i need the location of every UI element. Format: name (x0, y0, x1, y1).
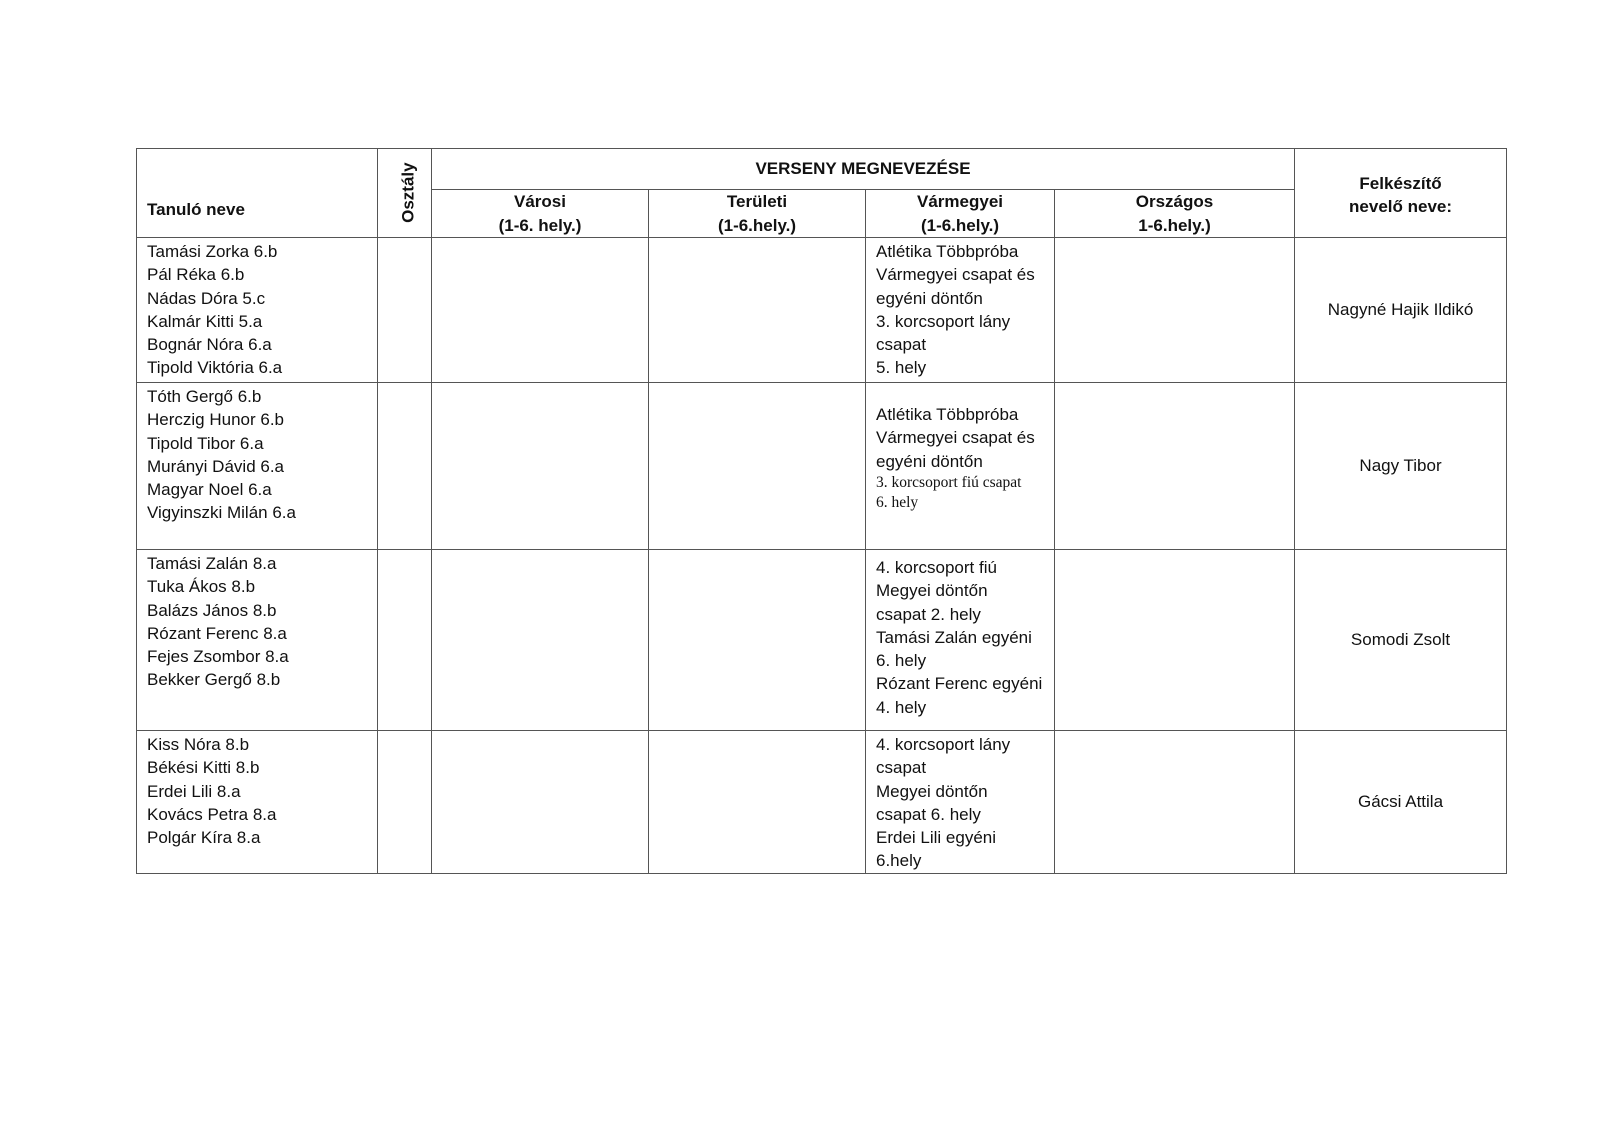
student-name: Vigyinszki Milán 6.a (147, 503, 296, 523)
header-row-top (137, 149, 1507, 190)
student-name: Polgár Kíra 8.a (147, 828, 261, 848)
student-name: Bognár Nóra 6.a (147, 335, 272, 355)
header-city-line1: Városi (514, 192, 566, 212)
header-student-name: Tanuló neve (137, 149, 378, 238)
teacher-name: Nagy Tibor (1295, 383, 1507, 550)
student-list (137, 550, 378, 731)
student-name: Nádas Dóra 5.c (147, 288, 266, 308)
city-result-cell (432, 238, 649, 383)
city-result-cell (432, 383, 649, 550)
student-name: Rózant Ferenc 8.a (147, 623, 287, 643)
student-list (137, 238, 378, 383)
result-line: csapat (876, 335, 927, 355)
county-result-cell (866, 731, 1055, 874)
county-result-cell (866, 238, 1055, 383)
result-line: egyéni döntőn (876, 451, 983, 471)
student-name: Magyar Noel 6.a (147, 480, 272, 500)
result-line: 5. hely (876, 358, 927, 378)
header-teacher-line1: Felkészítő (1359, 173, 1442, 193)
national-result-cell (1055, 383, 1295, 550)
county-result-cell (866, 550, 1055, 731)
table-row (137, 550, 1507, 731)
student-name: Bekker Gergő 8.b (147, 670, 281, 690)
result-line: Erdei Lili egyéni (876, 828, 997, 848)
national-result-cell (1055, 238, 1295, 383)
regional-result-cell (649, 238, 866, 383)
result-line: Rózant Ferenc egyéni (876, 674, 1043, 694)
header-city (432, 190, 649, 238)
result-line: egyéni döntőn (876, 288, 983, 308)
header-regional-line1: Területi (726, 192, 788, 212)
header-county-line2: (1-6.hely.) (920, 215, 1000, 235)
result-line: Vármegyei csapat és (876, 265, 1035, 285)
student-name: Tóth Gergő 6.b (147, 387, 262, 406)
regional-result-cell (649, 550, 866, 731)
student-name: Tipold Viktória 6.a (147, 358, 283, 378)
student-name: Tipold Tibor 6.a (147, 433, 264, 453)
table-row (137, 383, 1507, 550)
student-name: Békési Kitti 8.b (147, 758, 260, 778)
table-row (137, 731, 1507, 874)
result-line: 6. hely (876, 651, 927, 671)
teacher-name: Gácsi Attila (1295, 731, 1507, 874)
competition-results-table (136, 148, 1507, 874)
city-result-cell (432, 550, 649, 731)
student-name: Kovács Petra 8.a (147, 804, 277, 824)
student-name: Fejes Zsombor 8.a (147, 647, 289, 667)
header-regional-line2: (1-6.hely.) (717, 215, 797, 235)
result-line: 6. hely (876, 493, 919, 511)
regional-result-cell (649, 731, 866, 874)
class-cell (378, 238, 432, 383)
header-teacher (1295, 149, 1507, 238)
student-name: Kiss Nóra 8.b (147, 735, 250, 754)
student-name: Tuka Ákos 8.b (147, 577, 256, 597)
class-cell (378, 383, 432, 550)
header-city-line2: (1-6. hely.) (498, 215, 582, 235)
result-line: Atlétika Többpróba (876, 242, 1019, 261)
teacher-name: Nagyné Hajik Ildikó (1295, 238, 1507, 383)
table-row (137, 238, 1507, 383)
student-list (137, 383, 378, 550)
student-name: Kalmár Kitti 5.a (147, 311, 263, 331)
result-line: 6.hely (876, 851, 922, 871)
result-line: csapat 2. hely (876, 604, 981, 624)
result-line: Tamási Zalán egyéni (876, 627, 1032, 647)
student-name: Herczig Hunor 6.b (147, 410, 285, 430)
header-county-line1: Vármegyei (917, 192, 1003, 212)
result-line: Megyei döntőn (876, 581, 988, 601)
student-name: Tamási Zorka 6.b (147, 242, 278, 261)
student-list (137, 731, 378, 874)
result-line: 4. korcsoport lány (876, 735, 1011, 754)
result-line: 3. korcsoport fiú csapat (876, 473, 1022, 491)
result-line: csapat (876, 758, 927, 778)
student-name: Balázs János 8.b (147, 600, 277, 620)
header-national (1055, 190, 1295, 238)
student-name: Murányi Dávid 6.a (147, 456, 285, 476)
header-regional (649, 190, 866, 238)
result-line: Atlétika Többpróba (876, 405, 1019, 424)
teacher-name: Somodi Zsolt (1295, 550, 1507, 731)
class-cell (378, 731, 432, 874)
class-cell (378, 550, 432, 731)
result-line: 3. korcsoport lány (876, 311, 1011, 331)
header-national-line2: 1-6.hely.) (1138, 215, 1211, 235)
header-class (378, 149, 432, 238)
national-result-cell (1055, 731, 1295, 874)
national-result-cell (1055, 550, 1295, 731)
student-name: Erdei Lili 8.a (147, 781, 241, 801)
header-teacher-line2: nevelő neve: (1349, 197, 1453, 216)
student-name: Pál Réka 6.b (147, 265, 245, 285)
result-line: Megyei döntőn (876, 781, 988, 801)
county-result-cell (866, 383, 1055, 550)
result-line: csapat 6. hely (876, 804, 981, 824)
city-result-cell (432, 731, 649, 874)
header-class-label: Osztály (398, 162, 418, 224)
result-line: 4. korcsoport fiú (876, 558, 997, 577)
header-national-line1: Országos (1135, 192, 1214, 212)
regional-result-cell (649, 383, 866, 550)
student-name: Tamási Zalán 8.a (147, 554, 277, 573)
result-line: Vármegyei csapat és (876, 428, 1035, 448)
header-county (866, 190, 1055, 238)
result-line: 4. hely (876, 697, 927, 717)
header-competition: VERSENY MEGNEVEZÉSE (432, 149, 1295, 190)
